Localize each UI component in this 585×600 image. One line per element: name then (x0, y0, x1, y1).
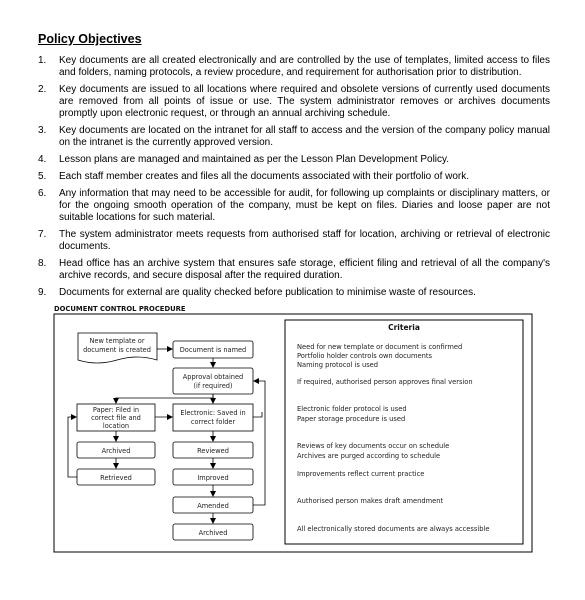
flow-improved-text: Improved (197, 474, 229, 482)
objective-number: 9. (38, 287, 47, 298)
objective-number: 7. (38, 229, 47, 240)
flow-archived-final-text: Archived (198, 529, 228, 537)
flow-approval-text: (if required) (193, 382, 233, 390)
flow-start-text: New template or (89, 337, 145, 345)
objective-number: 1. (38, 55, 47, 66)
flow-start-text: document is created (83, 346, 151, 354)
flow-approval-text: Approval obtained (182, 373, 244, 381)
criteria-item: Paper storage procedure is used (297, 415, 406, 423)
objective-number: 8. (38, 258, 47, 269)
page-title: Policy Objectives (38, 32, 142, 46)
criteria-item: Electronic folder protocol is used (297, 405, 407, 413)
objective-text: Lesson plans are managed and maintained as per the Lesson Plan Development Policy. (59, 154, 450, 165)
criteria-item: Need for new template or document is confirmed (297, 343, 463, 351)
flow-paper-text: location (102, 422, 130, 430)
objective-text: Key documents are issued to all locations where required and obsolete versions of currently used documents are removed from all points of issue or use. The system administrator removes or archives documents promptly upon electronic request, or through an annual archiving schedule. (59, 84, 550, 119)
objective-text: Each staff member creates and files all the documents associated with their portfolio of work. (59, 171, 470, 182)
objective-text: Key documents are located on the intranet for all staff to access and the version of the company policy manual on the intranet is the currently approved version. (59, 125, 550, 148)
criteria-item: Naming protocol is used (297, 361, 379, 369)
flow-paper-text: correct file and (91, 414, 141, 422)
flow-named-text: Document is named (179, 346, 247, 354)
objective-number: 6. (38, 188, 47, 199)
flow-step-approval (173, 368, 253, 394)
objective-number: 4. (38, 154, 47, 165)
objective-text: Head office has an archive system that ensures safe storage, efficient filing and retrieval of all the company's archive records, and secure disposal after the required duration. (59, 258, 550, 281)
flow-reviewed-text: Reviewed (197, 447, 229, 455)
objective-text: Any information that may need to be accessible for audit, for following up complaints or disciplinary matters, or for the ongoing smooth operation of the company, must be kept on files. Diaries and loose paper are not suitable locations for such material. (59, 188, 550, 223)
objective-number: 3. (38, 125, 47, 136)
criteria-item: Portfolio holder controls own documents (297, 352, 432, 360)
flow-paper-text: Paper: Filed in (92, 406, 140, 414)
criteria-title: Criteria (388, 323, 420, 332)
flow-archived-left-text: Archived (101, 447, 131, 455)
criteria-item: Archives are purged according to schedule (297, 452, 441, 460)
criteria-item: If required, authorised person approves final version (297, 378, 473, 386)
objective-text: The system administrator meets requests from authorised staff for location, archiving or retrieval of electronic documents. (59, 229, 550, 252)
criteria-item: Authorised person makes draft amendment (297, 497, 444, 505)
flow-amended-text: Amended (197, 502, 229, 510)
criteria-item: Improvements reflect current practice (297, 470, 425, 478)
flow-electronic-text: Electronic: Saved in (180, 409, 246, 417)
objective-number: 2. (38, 84, 47, 95)
objective-text: Key documents are all created electronically and are controlled by the use of templates, limited access to files and folders, naming protocols, a review procedure, and requirement for authorisation prior to distribution. (59, 55, 550, 78)
objective-number: 5. (38, 171, 47, 182)
procedure-caption: DOCUMENT CONTROL PROCEDURE (54, 305, 186, 313)
criteria-item: Reviews of key documents occur on schedule (297, 442, 450, 450)
objective-text: Documents for external are quality checked before publication to minimise waste of resources. (59, 287, 476, 298)
flow-electronic-text: correct folder (190, 418, 236, 426)
criteria-item: All electronically stored documents are always accessible (297, 525, 490, 533)
flow-retrieved-text: Retrieved (100, 474, 132, 482)
